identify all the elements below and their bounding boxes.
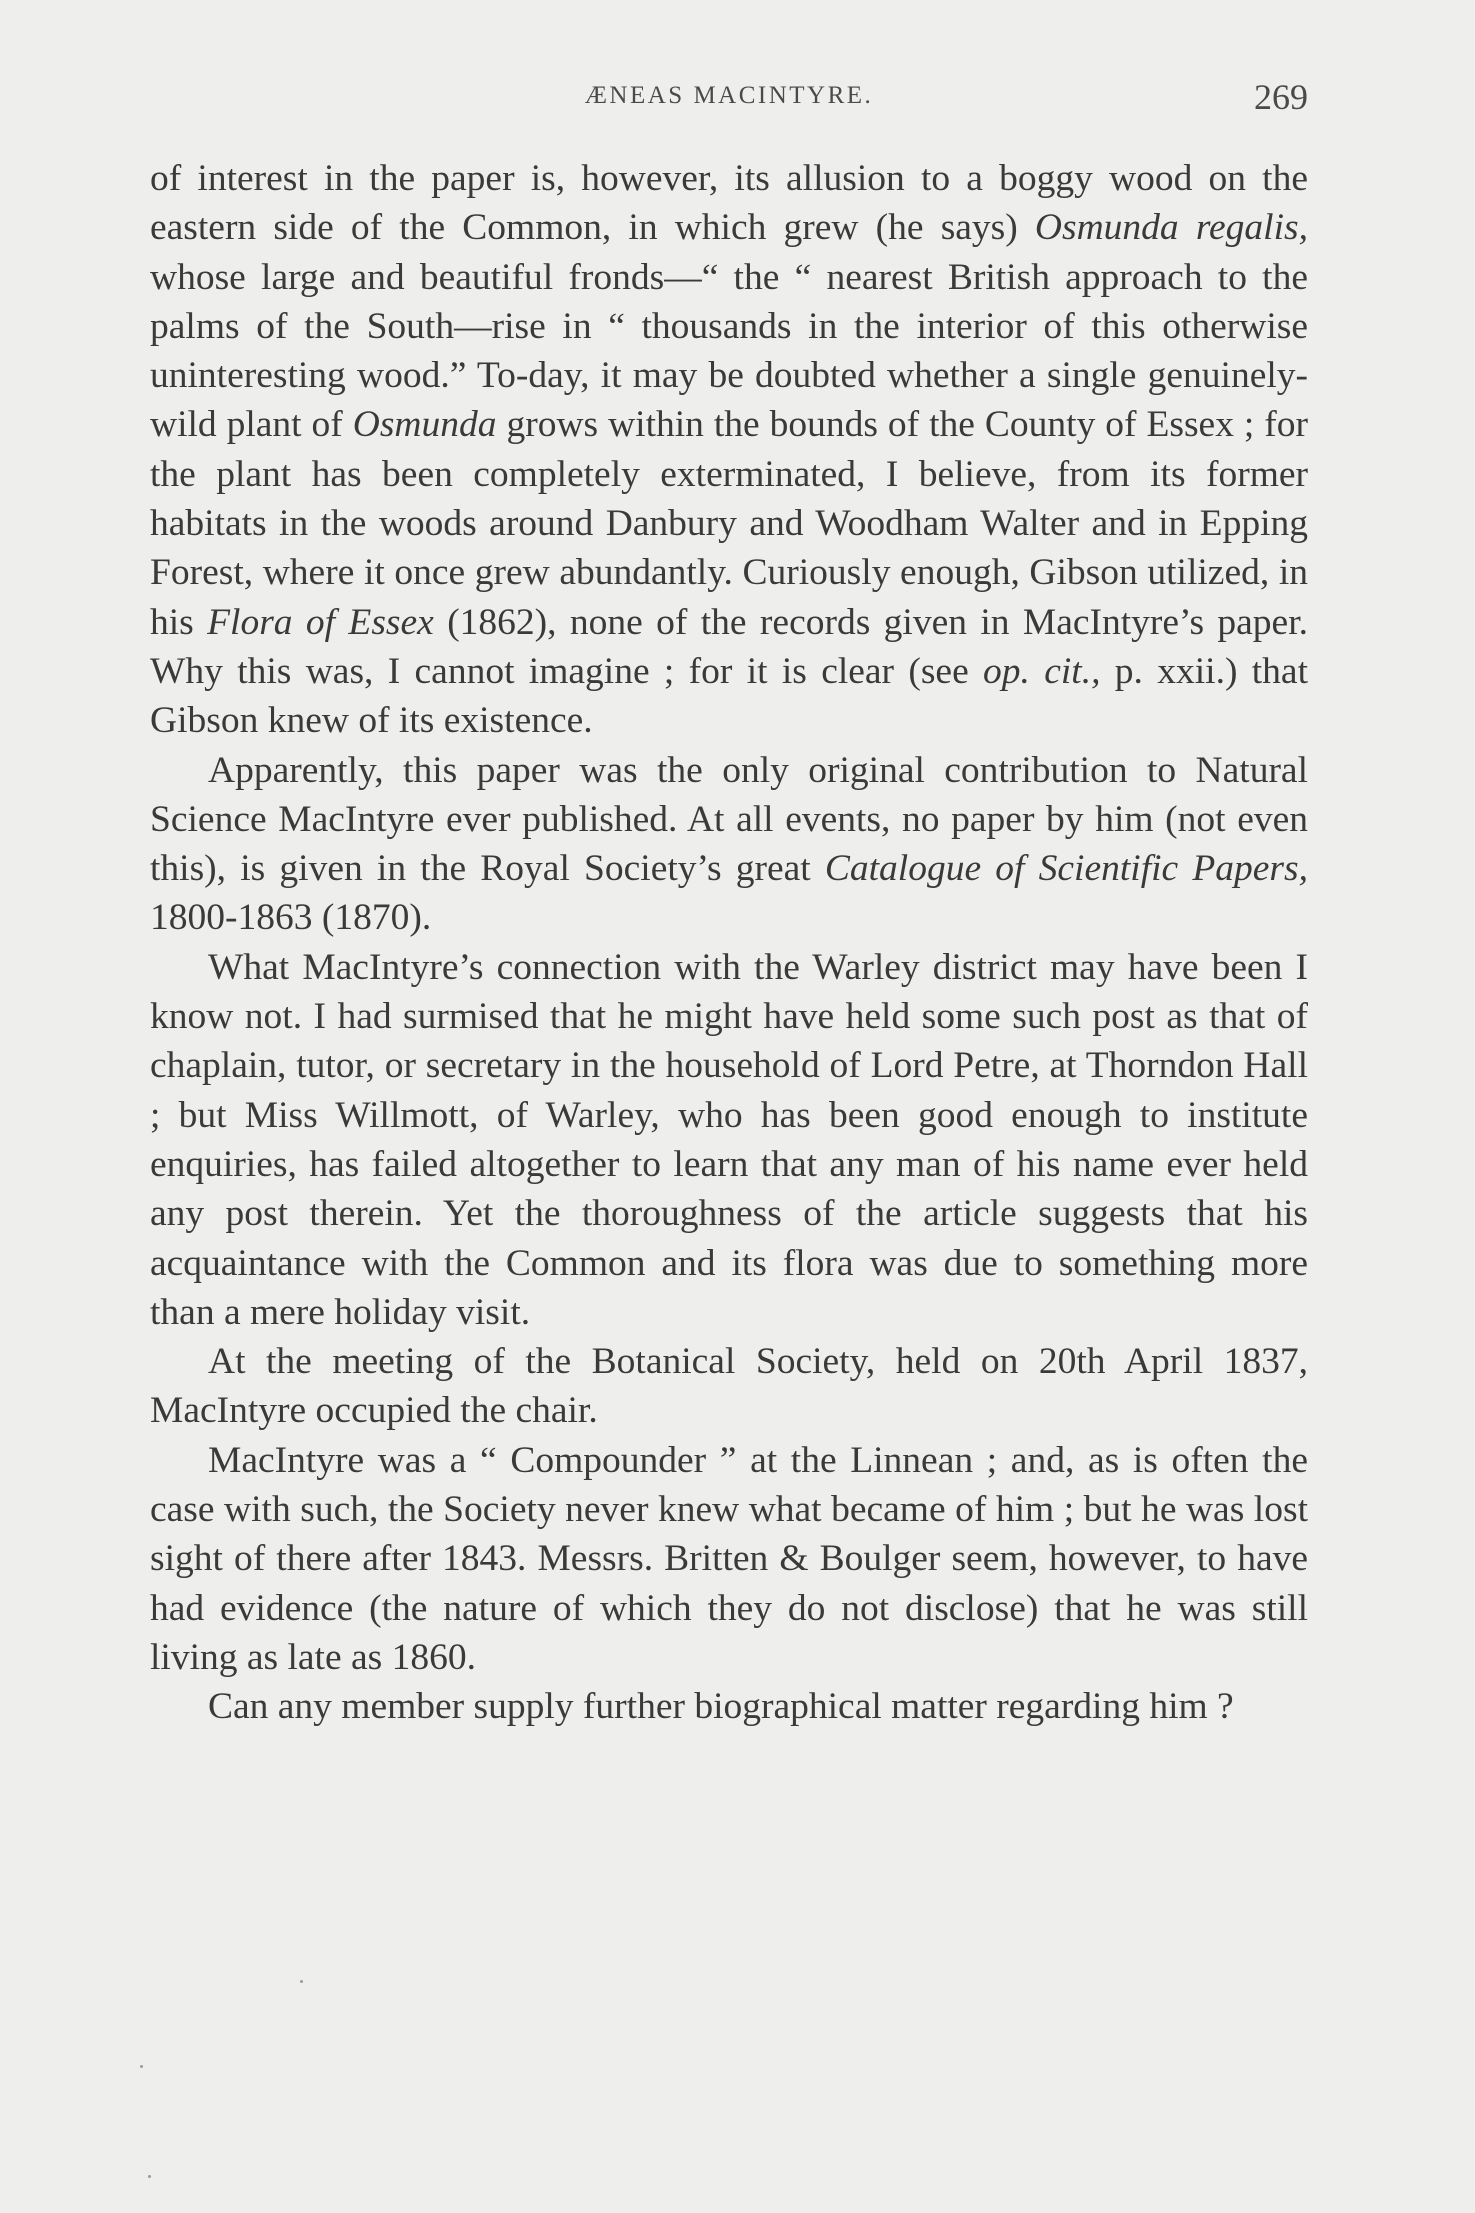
italic-text: Osmunda regalis, — [1034, 207, 1308, 249]
running-header — [150, 77, 1308, 126]
text-run: Apparently, this paper was the only original contribution to Natural Science MacIntyre ever published. At all events, no paper by him (not even this), is given in the Royal Society’s great — [150, 749, 1308, 890]
text-run: What MacIntyre’s connection with the Warley district may have been I know not. I had surmised that he might have held some such post as that of chaplain, tutor, or secretary in the household of Lord Petre, at Thorndon Hall ; but Miss Willmott, of Warley, who has been good enough to institute enquiries, has failed altogether to learn that any man of his name ever held any post therein. Yet the thoroughness of the article suggests that his acquaintance with the Common and its flora was due to something more than a mere holiday visit. — [150, 946, 1308, 1333]
italic-text: Flora of Essex — [207, 601, 434, 643]
text-run: grows within the bounds of the County of Essex ; for the plant has been completely exterminated, I believe, from its former habitats in the woods around Danbury and Woodham Walter and in Epping Forest, where it once grew abundantly. Curiously enough, Gibson utilized, in his — [150, 404, 1308, 643]
paragraph-p3 — [150, 943, 1308, 1337]
paper-speck — [140, 2065, 143, 2068]
text-run: Can any member supply further biographical matter regarding him ? — [208, 1686, 1234, 1728]
text-run: p. xxii.) that Gibson knew of its existence. — [150, 650, 1308, 742]
paper-speck — [300, 1980, 303, 1983]
italic-text: Catalogue of Scientific Papers, — [824, 848, 1308, 890]
italic-text: op. cit., — [983, 650, 1101, 692]
italic-text: Osmunda — [352, 404, 497, 446]
paragraph-p2 — [150, 746, 1308, 943]
text-run: 1800-1863 (1870). — [150, 897, 432, 939]
running-title: ÆNEAS MACINTYRE. — [584, 82, 874, 109]
text-run: (1862), none of the records given in MacIntyre’s paper. Why this was, I cannot imagine ; for it is clear (see — [150, 601, 1308, 692]
paragraph-p5 — [150, 1436, 1308, 1682]
paragraph-p6 — [150, 1682, 1308, 1731]
page-number: 269 — [1254, 77, 1308, 117]
text-run: of interest in the paper is, however, its allusion to a boggy wood on the eastern side of the Common, in which grew (he says) — [150, 158, 1308, 249]
paper-speck — [148, 2175, 151, 2178]
paragraph-p1 — [150, 154, 1308, 746]
text-run: whose large and beautiful fronds—“ the “ nearest British approach to the palms of the South—rise in “ thousands in the interior of this otherwise uninteresting wood.” To-day, it may be doubted whether a single genuinely-wild plant of — [150, 256, 1308, 446]
text-run: MacIntyre was a “ Compounder ” at the Linnean ; and, as is often the case with such, the Society never knew what became of him ; but he was lost sight of there after 1843. Messrs. Britten & Boulger seem, however, to have had evidence (the nature of which they do not disclose) that he was still living as late as 1860. — [150, 1439, 1308, 1678]
paragraph-p4 — [150, 1337, 1308, 1436]
text-run: At the meeting of the Botanical Society, held on 20th April 1837, MacIntyre occupied the chair. — [150, 1341, 1308, 1432]
body-text — [150, 154, 1308, 1732]
